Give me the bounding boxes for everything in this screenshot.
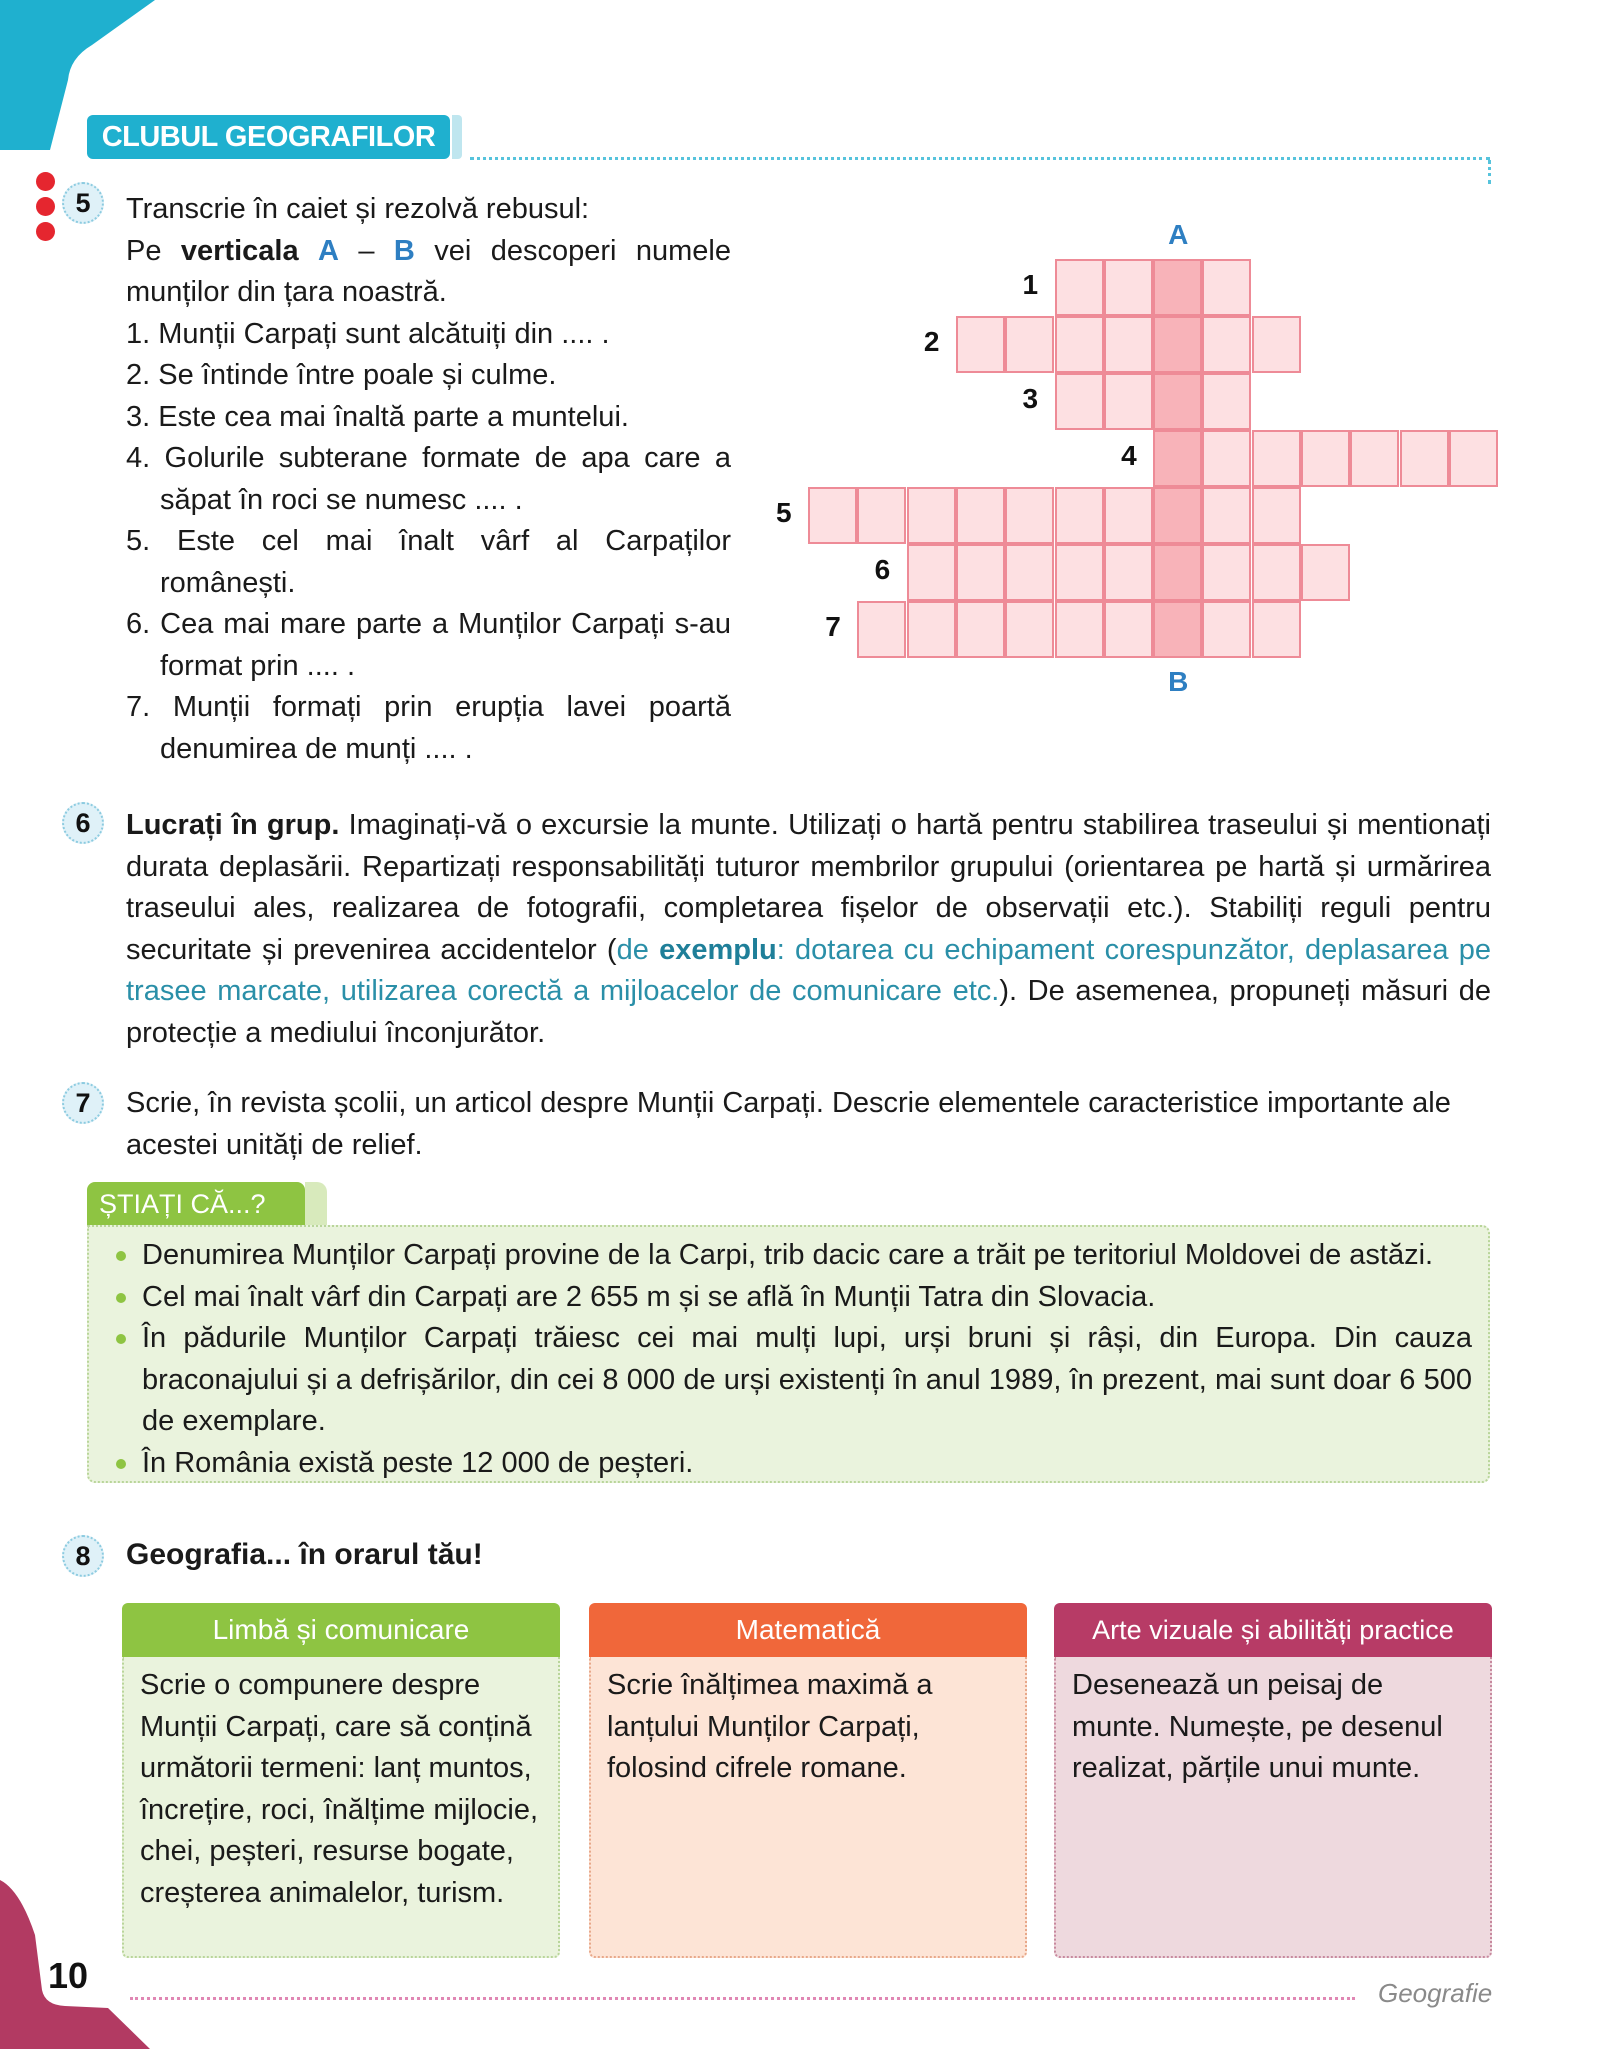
did-you-know-title: ȘTIAȚI CĂ...?	[87, 1182, 305, 1226]
crossword-cell	[1252, 544, 1301, 601]
crossword-cell	[1055, 487, 1104, 544]
crossword-cell	[1055, 259, 1104, 316]
crossword-cell	[1005, 316, 1054, 373]
crossword-cell	[808, 487, 857, 544]
card-math	[589, 1603, 1027, 1958]
card-arts	[1054, 1603, 1492, 1958]
crossword-cell	[1252, 487, 1301, 544]
clue-1: 1. Munții Carpați sunt alcătuiți din .... .	[126, 317, 610, 350]
q5-intro: Transcrie în caiet și rezolvă rebusul:	[126, 193, 590, 225]
did-you-know-tab	[305, 1182, 327, 1226]
crossword-cell	[1104, 316, 1153, 373]
crossword-cell	[1202, 316, 1251, 373]
page-number: 10	[48, 1955, 89, 1996]
crossword-cell	[1104, 373, 1153, 430]
difficulty-dots	[36, 172, 56, 247]
crossword-row-number: 3	[1022, 383, 1039, 414]
question-7: Scrie, în revista școlii, un articol despre Munții Carpați. Descrie elementele caracteristice importante ale acestei unități de relief.	[126, 1087, 1451, 1161]
card-title: Limbă și comunicare	[122, 1603, 560, 1657]
question-8-title: Geografia... în orarul tău!	[126, 1538, 483, 1571]
crossword-cell	[1301, 430, 1350, 487]
crossword-cell	[1005, 601, 1054, 658]
crossword-cell	[1400, 430, 1449, 487]
crossword-key-cell	[1153, 601, 1202, 658]
banner-dotted-line	[470, 157, 1490, 160]
card-body: Desenează un peisaj de munte. Numește, pe desenul realizat, părțile unui munte.	[1054, 1657, 1492, 1958]
crossword-cell	[1350, 430, 1399, 487]
clue-2: 2. Se întinde între poale și culme.	[126, 359, 557, 391]
crossword-cell	[1449, 430, 1498, 487]
question-number-7: 7	[62, 1082, 104, 1124]
crossword-row-number: 1	[1022, 269, 1039, 300]
crossword-cell	[956, 487, 1005, 544]
crossword-key-cell	[1153, 544, 1202, 601]
crossword-cell	[857, 487, 906, 544]
fact-item: În România există peste 12 000 de peșteri.	[112, 1443, 1472, 1485]
clue-6: 6. Cea mai mare parte a Munților Carpați s-au format prin .... .	[126, 608, 731, 682]
crossword-cell	[1202, 487, 1251, 544]
crossword-cell	[1055, 316, 1104, 373]
crossword-cell	[1252, 601, 1301, 658]
crossword-key-cell	[1153, 316, 1202, 373]
crossword-cell	[1104, 259, 1153, 316]
crossword-cell	[907, 487, 956, 544]
fact-item: În pădurile Munților Carpați trăiesc cei mai mulți lupi, urși bruni și râși, din Europa. Din cauza braconajului și a defrișărilor, din cei 8 000 de urși existenți în anul 1989, în prezent, mai sunt doar 6 500 de exemplare.	[112, 1318, 1472, 1443]
crossword-row-number: 6	[874, 554, 891, 585]
clue-5: 5. Este cel mai înalt vârf al Carpaților românești.	[126, 525, 731, 599]
clue-4: 4. Golurile subterane formate de apa care a săpat în roci se numesc .... .	[126, 442, 731, 516]
card-body: Scrie o compunere despre Munții Carpați, care să conțină următorii termeni: lanț muntos, încrețire, roci, înălțime mijlocie, chei, peșteri, resurse bogate, creșterea animalelor, turism.	[122, 1657, 560, 1958]
crossword-cell	[907, 601, 956, 658]
crossword-key-cell	[1153, 373, 1202, 430]
crossword-cell	[956, 544, 1005, 601]
fact-item: Denumirea Munților Carpați provine de la Carpi, trib dacic care a trăit pe teritoriul Moldovei de astăzi.	[112, 1235, 1472, 1277]
banner-dotted-line-end	[1488, 160, 1491, 184]
card-title: Arte vizuale și abilități practice	[1054, 1603, 1492, 1657]
crossword-cell	[1055, 601, 1104, 658]
clue-3: 3. Este cea mai înaltă parte a muntelui.	[126, 400, 629, 433]
crossword-cell	[1202, 544, 1251, 601]
question-6: Lucrați în grup. Imaginați-vă o excursie la munte. Utilizați o hartă pentru stabilirea traseului și mentionați durata deplasării. Repartizați responsabilități tuturor membrilor grupului (orientarea pe hartă și urmărirea traseului ales, realizarea de fotografii, completarea fișelor de observații etc.). Stabiliți reguli pentru securitate și prevenirea accidentelor (de exemplu: dotarea cu echipament corespunzător, deplasarea pe trasee marcate, utilizarea corectă a mijloacelor de comunicare etc.). De asemenea, propuneți măsuri de protecție a mediului înconjurător.	[126, 809, 1491, 1049]
crossword-key-cell	[1153, 430, 1202, 487]
did-you-know-list	[112, 1235, 1472, 1484]
crossword-cell	[1202, 601, 1251, 658]
crossword-cell	[1252, 430, 1301, 487]
crossword-cell	[1301, 544, 1350, 601]
question-number-8: 8	[62, 1535, 104, 1577]
crossword-label-a: A	[1168, 219, 1189, 250]
crossword-cell	[956, 316, 1005, 373]
footer-subject: Geografie	[1378, 1978, 1493, 2008]
card-title: Matematică	[589, 1603, 1027, 1657]
crossword-row-number: 2	[923, 326, 940, 357]
clue-7: 7. Munții formați prin erupția lavei poartă denumirea de munți .... .	[126, 691, 731, 765]
crossword-key-cell	[1153, 487, 1202, 544]
crossword-row-number: 5	[776, 497, 792, 528]
crossword-cell	[907, 544, 956, 601]
crossword-row-number: 7	[825, 611, 841, 642]
section-banner: CLUBUL GEOGRAFILOR	[87, 115, 450, 159]
crossword-cell	[1055, 373, 1104, 430]
crossword-cell	[1104, 487, 1153, 544]
crossword-cell	[1005, 487, 1054, 544]
crossword-cell	[857, 601, 906, 658]
crossword-cell	[1202, 373, 1251, 430]
fact-item: Cel mai înalt vârf din Carpați are 2 655 m și se află în Munții Tatra din Slovacia.	[112, 1277, 1472, 1319]
card-body: Scrie înălțimea maximă a lanțului Munților Carpați, folosind cifrele romane.	[589, 1657, 1027, 1958]
crossword-cell	[956, 601, 1005, 658]
question-5	[126, 189, 731, 770]
crossword-cell	[1104, 544, 1153, 601]
crossword-cell	[1202, 259, 1251, 316]
question-number-6: 6	[62, 802, 104, 844]
crossword-cell	[1252, 316, 1301, 373]
crossword-cell	[1202, 430, 1251, 487]
crossword-label-b: B	[1168, 666, 1189, 697]
crossword-cell	[1055, 544, 1104, 601]
question-number-5: 5	[62, 182, 104, 224]
banner-tab	[452, 115, 462, 159]
crossword-key-cell	[1153, 259, 1202, 316]
crossword-cell	[1104, 601, 1153, 658]
crossword-row-number: 4	[1121, 440, 1137, 471]
footer-dotted-line	[130, 1997, 1355, 2000]
q5-instruction: Pe verticala A – B vei descoperi numele munților din țara noastră.	[126, 234, 732, 308]
crossword-cell	[1005, 544, 1054, 601]
card-language	[122, 1603, 560, 1958]
